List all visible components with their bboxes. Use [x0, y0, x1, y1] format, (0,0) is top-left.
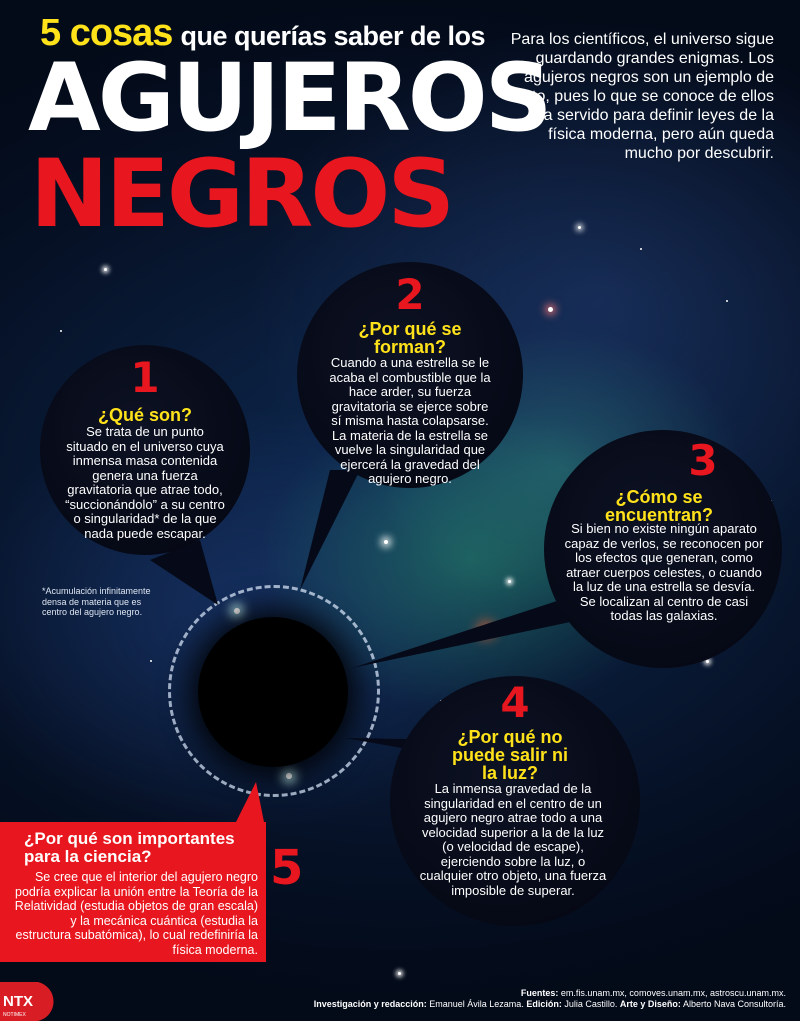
item-bubble-1 [40, 345, 250, 555]
ntx-logo [0, 982, 66, 1021]
title-count: 5 cosas [40, 12, 173, 54]
item-bubble-3 [544, 430, 782, 668]
item-text-5: Se cree que el interior del agujero negro podría explicar la unión entre la Teoría de la Relatividad (estudia objetos de gran escala) y la mecánica cuántica (estudia la estructura subatómica), lo cual redefiniría la física moderna. [14, 870, 258, 957]
footnote: *Acumulación infinitamente densa de materia que es centro del agujero negro. [42, 586, 151, 617]
item-question-4: ¿Por qué no puede salir ni la luz? [451, 727, 569, 783]
design-label: Arte y Diseño: [619, 999, 681, 1009]
item-bubble-2 [297, 262, 523, 488]
edition-label: Edición: [526, 999, 562, 1009]
item-question-3: ¿Cómo se encuentran? [604, 487, 714, 525]
intro-paragraph: Para los científicos, el universo sigue guardando grandes enigmas. Los agujeros negros son un ejemplo de esto, pues lo que se conoce de ellos ha servido para definir leyes de la física moderna, pero aún queda mucho por descubrir. [510, 31, 774, 162]
credits [226, 988, 786, 1010]
title-line-1: AGUJEROS [28, 44, 550, 153]
research: Emanuel Ávila Lezama. [429, 999, 524, 1009]
item-question-2: ¿Por qué se forman? [358, 319, 462, 357]
edition: Julia Castillo. [564, 999, 618, 1009]
item-question-1: ¿Qué son? [98, 405, 192, 425]
item-text-4: La inmensa gravedad de la singularidad en el centro de un agujero negro atrae todo a una velocidad superior a la de la luz (o velocidad de escape), ejerciendo sobre la luz, o cualquier otro objeto, una fuerza imposible de superar. [419, 781, 607, 898]
item-text-3: Si bien no existe ningún aparato capaz de verlos, se reconocen por los efectos que generan, como atraer cuerpos celestes, o cuando la luz de una estrella se desvía. Se localizan al centro de casi todas las galaxias. [564, 521, 764, 623]
research-label: Investigación y redacción: [313, 999, 427, 1009]
item-number-2: 2 [395, 270, 425, 319]
item-number-3: 3 [688, 436, 718, 485]
item-number-1: 1 [130, 353, 160, 402]
sources-label: Fuentes: [520, 988, 559, 998]
item-number-4: 4 [500, 678, 530, 727]
sources: em.fis.unam.mx, comoves.unam.mx, astroscu.unam.mx. [560, 988, 786, 998]
title-subtitle: que querías saber de los [180, 21, 486, 51]
title-line-2: NEGROS [30, 140, 453, 249]
item-question-5: ¿Por qué son importantes para la ciencia? [24, 829, 235, 866]
svg-text:NOTIMEX: NOTIMEX [3, 1012, 26, 1018]
item-number-5: 5 [270, 840, 304, 896]
design: Alberto Nava Consultoría. [682, 999, 786, 1009]
item-text-2: Cuando a una estrella se le acaba el combustible que la hace arder, su fuerza gravitatoria se ejerce sobre sí misma hasta colapsarse. La materia de la estrella se vuelve la singularidad que ejercerá la gravedad del agujero negro. [329, 355, 491, 486]
svg-text:NTX: NTX [3, 993, 33, 1010]
item-box-5 [0, 822, 266, 962]
item-text-1: Se trata de un punto situado en el universo cuya inmensa masa contenida genera una fuerza gravitatoria que atrae todo, “succionándolo” a su centro o singularidad* de la que nada puede escapar. [65, 424, 225, 541]
item-bubble-4 [390, 676, 640, 926]
